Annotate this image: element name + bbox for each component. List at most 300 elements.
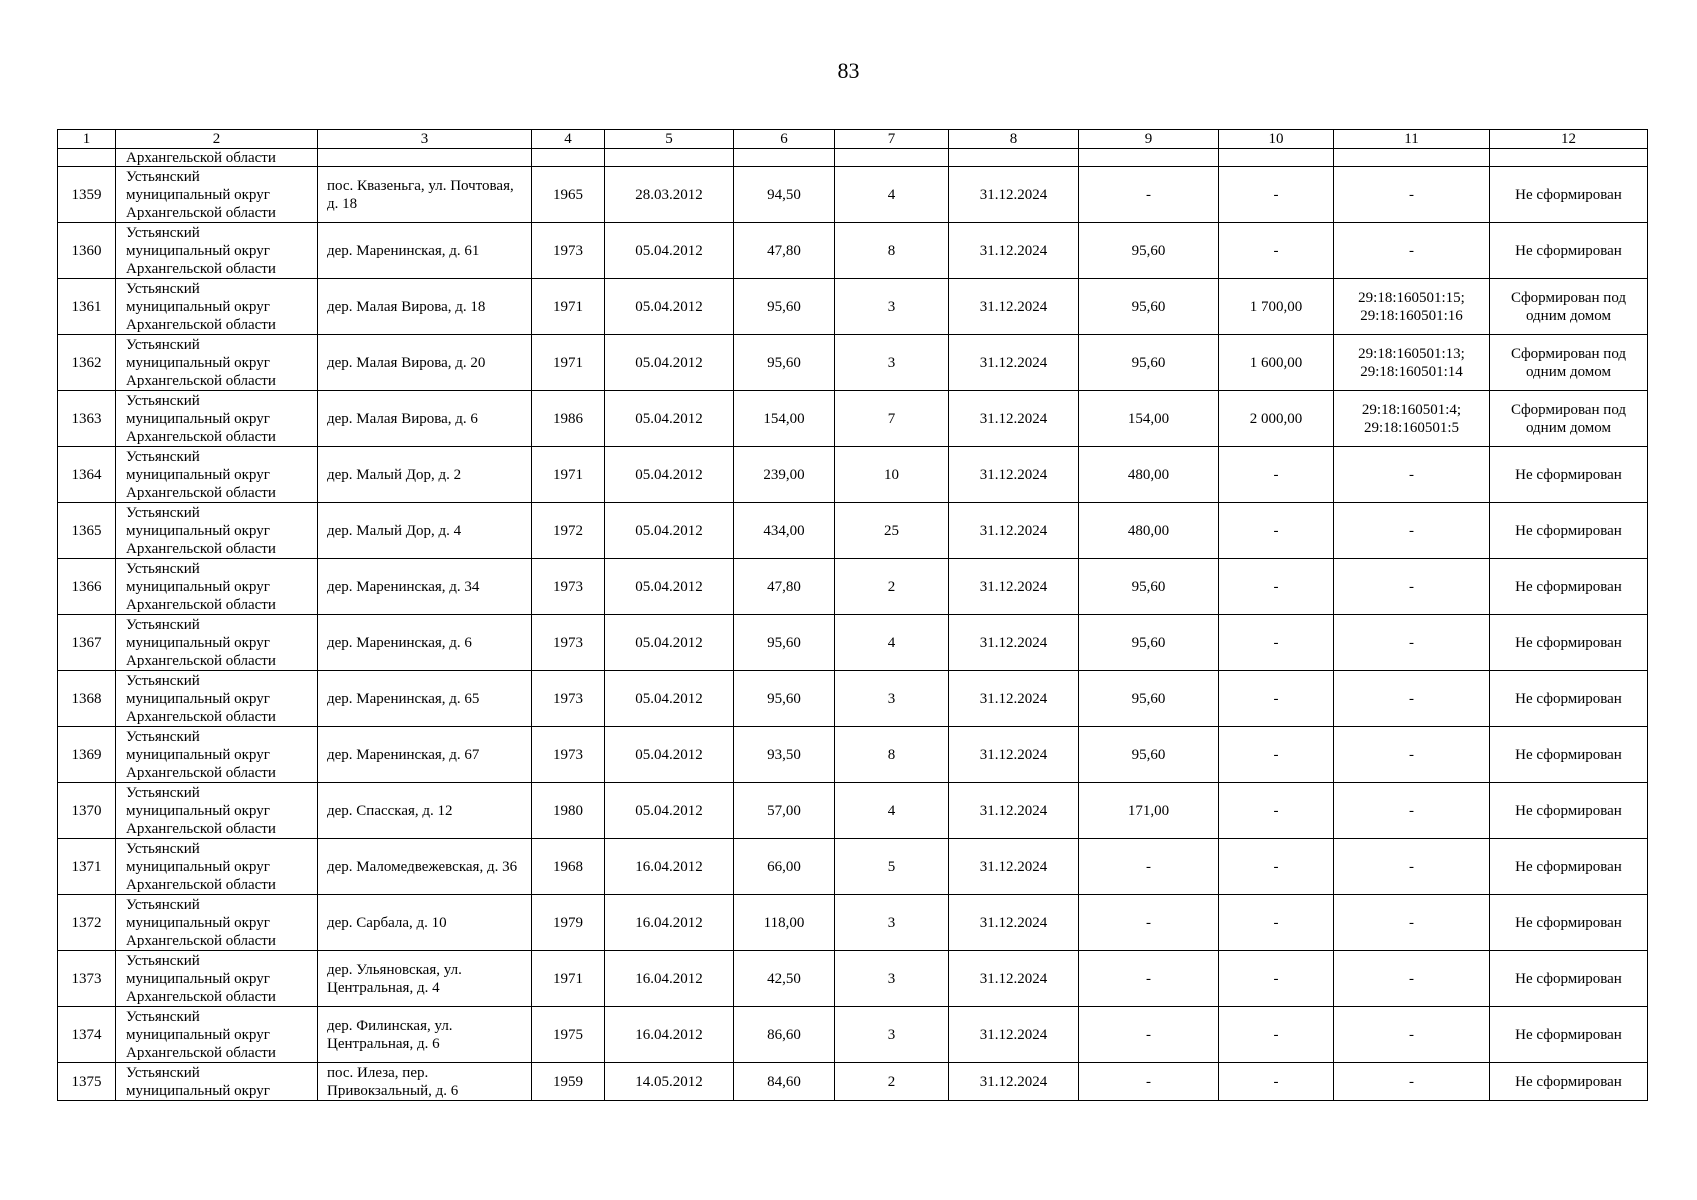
municipality-line: Устьянский xyxy=(126,728,200,745)
date-cell: 05.04.2012 xyxy=(605,727,734,783)
area-cell: 95,60 xyxy=(734,615,835,671)
col9-cell: 171,00 xyxy=(1079,783,1219,839)
table-row xyxy=(58,223,1648,279)
area-cell: 239,00 xyxy=(734,447,835,503)
table-row xyxy=(58,503,1648,559)
header-cell: 1 xyxy=(58,130,116,149)
col10-cell: 1 700,00 xyxy=(1219,279,1334,335)
municipality-line: Устьянский xyxy=(126,616,200,633)
municipality-cell xyxy=(116,167,318,223)
col10-cell: 2 000,00 xyxy=(1219,391,1334,447)
row-number-cell: 1363 xyxy=(58,391,116,447)
address-cell: дер. Спасская, д. 12 xyxy=(318,783,532,839)
table-cell xyxy=(1219,149,1334,167)
col10-cell: 1 600,00 xyxy=(1219,335,1334,391)
area-cell: 57,00 xyxy=(734,783,835,839)
deadline-cell: 31.12.2024 xyxy=(949,1063,1079,1101)
municipality-line: Устьянский xyxy=(126,392,200,409)
status-cell: Не сформирован xyxy=(1490,1007,1648,1063)
municipality-line: Архангельской области xyxy=(126,708,276,725)
table-cell xyxy=(532,149,605,167)
year-cell: 1971 xyxy=(532,447,605,503)
date-cell: 14.05.2012 xyxy=(605,1063,734,1101)
row-number-cell: 1369 xyxy=(58,727,116,783)
table-row xyxy=(58,447,1648,503)
area-cell: 47,80 xyxy=(734,223,835,279)
address-cell: дер. Малая Вирова, д. 20 xyxy=(318,335,532,391)
cadastral-cell: - xyxy=(1334,447,1490,503)
municipality-cell xyxy=(116,1063,318,1101)
municipality-line: муниципальный округ xyxy=(126,354,270,371)
date-cell: 16.04.2012 xyxy=(605,1007,734,1063)
municipality-cell xyxy=(116,615,318,671)
col9-cell: - xyxy=(1079,839,1219,895)
municipality-line: муниципальный округ xyxy=(126,970,270,987)
col10-cell: - xyxy=(1219,951,1334,1007)
residents-cell: 8 xyxy=(835,727,949,783)
municipality-line: Устьянский xyxy=(126,840,200,857)
municipality-cell xyxy=(116,839,318,895)
municipality-line: Архангельской области xyxy=(126,764,276,781)
date-cell: 05.04.2012 xyxy=(605,615,734,671)
header-cell: 5 xyxy=(605,130,734,149)
municipality-line: Архангельской области xyxy=(126,260,276,277)
municipality-line: муниципальный округ xyxy=(126,1026,270,1043)
cadastral-cell: - xyxy=(1334,167,1490,223)
address-cell: дер. Малая Вирова, д. 18 xyxy=(318,279,532,335)
residents-cell: 7 xyxy=(835,391,949,447)
municipality-cell xyxy=(116,391,318,447)
row-number-cell: 1368 xyxy=(58,671,116,727)
table-cell xyxy=(1079,149,1219,167)
municipality-line: муниципальный округ xyxy=(126,914,270,931)
municipality-line: муниципальный округ xyxy=(126,410,270,427)
table-row xyxy=(58,951,1648,1007)
status-cell: Не сформирован xyxy=(1490,671,1648,727)
header-cell: 2 xyxy=(116,130,318,149)
municipality-line: Архангельской области xyxy=(126,540,276,557)
col10-cell: - xyxy=(1219,895,1334,951)
residents-cell: 5 xyxy=(835,839,949,895)
year-cell: 1979 xyxy=(532,895,605,951)
address-cell: дер. Маломедвежевская, д. 36 xyxy=(318,839,532,895)
row-number-cell: 1375 xyxy=(58,1063,116,1101)
page-number: 83 xyxy=(837,58,860,83)
status-cell: Сформирован под одним домом xyxy=(1490,279,1648,335)
address-cell: дер. Маренинская, д. 67 xyxy=(318,727,532,783)
year-cell: 1973 xyxy=(532,615,605,671)
municipality-line: муниципальный округ xyxy=(126,634,270,651)
table-cell xyxy=(318,149,532,167)
address-cell: дер. Маренинская, д. 6 xyxy=(318,615,532,671)
row-number-cell: 1370 xyxy=(58,783,116,839)
cadastral-cell: - xyxy=(1334,895,1490,951)
year-cell: 1973 xyxy=(532,671,605,727)
municipality-cell xyxy=(116,279,318,335)
table-cell xyxy=(1334,149,1490,167)
table-cell xyxy=(1490,149,1648,167)
municipality-line: Устьянский xyxy=(126,560,200,577)
address-cell: пос. Квазеньга, ул. Почтовая, д. 18 xyxy=(318,167,532,223)
col10-cell: - xyxy=(1219,503,1334,559)
status-cell: Сформирован под одним домом xyxy=(1490,335,1648,391)
address-cell: дер. Маренинская, д. 61 xyxy=(318,223,532,279)
year-cell: 1973 xyxy=(532,559,605,615)
residents-cell: 3 xyxy=(835,279,949,335)
col9-cell: 95,60 xyxy=(1079,671,1219,727)
deadline-cell: 31.12.2024 xyxy=(949,167,1079,223)
cadastral-cell: - xyxy=(1334,223,1490,279)
year-cell: 1975 xyxy=(532,1007,605,1063)
cadastral-cell: - xyxy=(1334,951,1490,1007)
date-cell: 05.04.2012 xyxy=(605,671,734,727)
table-row xyxy=(58,839,1648,895)
residents-cell: 3 xyxy=(835,895,949,951)
table-cell xyxy=(734,149,835,167)
year-cell: 1986 xyxy=(532,391,605,447)
municipality-cell xyxy=(116,335,318,391)
year-cell: 1965 xyxy=(532,167,605,223)
table-body xyxy=(58,130,1648,1101)
deadline-cell: 31.12.2024 xyxy=(949,951,1079,1007)
table-row xyxy=(58,167,1648,223)
col9-cell: 95,60 xyxy=(1079,279,1219,335)
area-cell: 95,60 xyxy=(734,279,835,335)
municipality-line: Архангельской области xyxy=(126,484,276,501)
area-cell: 94,50 xyxy=(734,167,835,223)
municipality-cell xyxy=(116,223,318,279)
housing-register-table xyxy=(57,129,1648,1101)
header-cell: 10 xyxy=(1219,130,1334,149)
row-number-cell: 1366 xyxy=(58,559,116,615)
col10-cell: - xyxy=(1219,615,1334,671)
header-cell: 6 xyxy=(734,130,835,149)
cadastral-cell: - xyxy=(1334,503,1490,559)
area-cell: 154,00 xyxy=(734,391,835,447)
address-cell: пос. Илеза, пер. Привокзальный, д. 6 xyxy=(318,1063,532,1101)
col10-cell: - xyxy=(1219,223,1334,279)
col10-cell: - xyxy=(1219,1063,1334,1101)
col10-cell: - xyxy=(1219,783,1334,839)
residents-cell: 25 xyxy=(835,503,949,559)
table-row xyxy=(58,335,1648,391)
year-cell: 1980 xyxy=(532,783,605,839)
cadastral-cell: - xyxy=(1334,671,1490,727)
year-cell: 1968 xyxy=(532,839,605,895)
col9-cell: 480,00 xyxy=(1079,447,1219,503)
date-cell: 05.04.2012 xyxy=(605,223,734,279)
col10-cell: - xyxy=(1219,727,1334,783)
col10-cell: - xyxy=(1219,447,1334,503)
deadline-cell: 31.12.2024 xyxy=(949,559,1079,615)
header-cell: 9 xyxy=(1079,130,1219,149)
row-number-cell: 1367 xyxy=(58,615,116,671)
municipality-line: Архангельской области xyxy=(126,596,276,613)
status-cell: Не сформирован xyxy=(1490,727,1648,783)
header-cell: 8 xyxy=(949,130,1079,149)
municipality-line: Устьянский xyxy=(126,280,200,297)
municipality-line: Устьянский xyxy=(126,672,200,689)
row-number-cell: 1364 xyxy=(58,447,116,503)
cadastral-cell: - xyxy=(1334,615,1490,671)
status-cell: Не сформирован xyxy=(1490,447,1648,503)
date-cell: 05.04.2012 xyxy=(605,335,734,391)
municipality-line: Устьянский xyxy=(126,896,200,913)
header-cell: 7 xyxy=(835,130,949,149)
address-cell: дер. Малый Дор, д. 4 xyxy=(318,503,532,559)
municipality-line: Устьянский xyxy=(126,952,200,969)
municipality-line: Архангельской области xyxy=(126,652,276,669)
header-cell: 11 xyxy=(1334,130,1490,149)
table-cell xyxy=(58,149,116,167)
municipality-line: Архангельской области xyxy=(126,820,276,837)
municipality-cell: Архангельской области xyxy=(116,149,318,167)
col9-cell: 154,00 xyxy=(1079,391,1219,447)
col9-cell: 95,60 xyxy=(1079,615,1219,671)
year-cell: 1971 xyxy=(532,279,605,335)
area-cell: 84,60 xyxy=(734,1063,835,1101)
municipality-line: Устьянский xyxy=(126,1008,200,1025)
year-cell: 1973 xyxy=(532,223,605,279)
municipality-line: Устьянский xyxy=(126,448,200,465)
table-row xyxy=(58,279,1648,335)
deadline-cell: 31.12.2024 xyxy=(949,783,1079,839)
year-cell: 1973 xyxy=(532,727,605,783)
col9-cell: - xyxy=(1079,951,1219,1007)
date-cell: 05.04.2012 xyxy=(605,783,734,839)
status-cell: Не сформирован xyxy=(1490,223,1648,279)
date-cell: 16.04.2012 xyxy=(605,951,734,1007)
municipality-line: Архангельской области xyxy=(126,932,276,949)
col10-cell: - xyxy=(1219,839,1334,895)
header-row xyxy=(58,130,1648,149)
row-number-cell: 1361 xyxy=(58,279,116,335)
col9-cell: 95,60 xyxy=(1079,223,1219,279)
date-cell: 16.04.2012 xyxy=(605,839,734,895)
row-number-cell: 1360 xyxy=(58,223,116,279)
status-cell: Не сформирован xyxy=(1490,559,1648,615)
deadline-cell: 31.12.2024 xyxy=(949,727,1079,783)
municipality-line: Архангельской области xyxy=(126,204,276,221)
table-row xyxy=(58,671,1648,727)
residents-cell: 4 xyxy=(835,783,949,839)
date-cell: 05.04.2012 xyxy=(605,559,734,615)
col9-cell: - xyxy=(1079,895,1219,951)
deadline-cell: 31.12.2024 xyxy=(949,1007,1079,1063)
municipality-line: муниципальный округ xyxy=(126,466,270,483)
status-cell: Не сформирован xyxy=(1490,839,1648,895)
col10-cell: - xyxy=(1219,1007,1334,1063)
date-cell: 05.04.2012 xyxy=(605,503,734,559)
cadastral-cell: 29:18:160501:15; 29:18:160501:16 xyxy=(1334,279,1490,335)
date-cell: 05.04.2012 xyxy=(605,391,734,447)
deadline-cell: 31.12.2024 xyxy=(949,447,1079,503)
cadastral-cell: - xyxy=(1334,783,1490,839)
residents-cell: 4 xyxy=(835,167,949,223)
deadline-cell: 31.12.2024 xyxy=(949,335,1079,391)
status-cell: Не сформирован xyxy=(1490,615,1648,671)
municipality-line: муниципальный округ xyxy=(126,858,270,875)
area-cell: 95,60 xyxy=(734,335,835,391)
municipality-cell xyxy=(116,1007,318,1063)
cadastral-cell: - xyxy=(1334,727,1490,783)
municipality-line: Устьянский xyxy=(126,224,200,241)
address-cell: дер. Ульяновская, ул. Центральная, д. 4 xyxy=(318,951,532,1007)
table-row xyxy=(58,1007,1648,1063)
row-number-cell: 1362 xyxy=(58,335,116,391)
municipality-line: муниципальный округ xyxy=(126,186,270,203)
table-cell xyxy=(605,149,734,167)
row-number-cell: 1365 xyxy=(58,503,116,559)
col9-cell: 95,60 xyxy=(1079,335,1219,391)
status-cell: Не сформирован xyxy=(1490,167,1648,223)
header-cell: 12 xyxy=(1490,130,1648,149)
residents-cell: 2 xyxy=(835,1063,949,1101)
deadline-cell: 31.12.2024 xyxy=(949,615,1079,671)
cadastral-cell: - xyxy=(1334,1063,1490,1101)
municipality-line: Устьянский xyxy=(126,1064,200,1081)
residents-cell: 3 xyxy=(835,951,949,1007)
municipality-line: Устьянский xyxy=(126,336,200,353)
year-cell: 1971 xyxy=(532,335,605,391)
cadastral-cell: 29:18:160501:13; 29:18:160501:14 xyxy=(1334,335,1490,391)
municipality-line: муниципальный округ xyxy=(126,242,270,259)
municipality-line: Устьянский xyxy=(126,504,200,521)
deadline-cell: 31.12.2024 xyxy=(949,895,1079,951)
residents-cell: 10 xyxy=(835,447,949,503)
municipality-cell xyxy=(116,503,318,559)
address-cell: дер. Маренинская, д. 65 xyxy=(318,671,532,727)
address-cell: дер. Малый Дор, д. 2 xyxy=(318,447,532,503)
municipality-line: муниципальный округ xyxy=(126,298,270,315)
date-cell: 05.04.2012 xyxy=(605,447,734,503)
table-cell xyxy=(949,149,1079,167)
address-cell: дер. Малая Вирова, д. 6 xyxy=(318,391,532,447)
deadline-cell: 31.12.2024 xyxy=(949,391,1079,447)
municipality-line: муниципальный округ xyxy=(126,746,270,763)
col9-cell: 95,60 xyxy=(1079,559,1219,615)
area-cell: 86,60 xyxy=(734,1007,835,1063)
date-cell: 05.04.2012 xyxy=(605,279,734,335)
header-cell: 3 xyxy=(318,130,532,149)
municipality-line: муниципальный округ xyxy=(126,522,270,539)
date-cell: 28.03.2012 xyxy=(605,167,734,223)
residents-cell: 4 xyxy=(835,615,949,671)
row-number-cell: 1359 xyxy=(58,167,116,223)
cadastral-cell: - xyxy=(1334,559,1490,615)
area-cell: 95,60 xyxy=(734,671,835,727)
address-cell: дер. Сарбала, д. 10 xyxy=(318,895,532,951)
status-cell: Не сформирован xyxy=(1490,1063,1648,1101)
municipality-cell xyxy=(116,895,318,951)
status-cell: Сформирован под одним домом xyxy=(1490,391,1648,447)
municipality-line: муниципальный округ xyxy=(126,802,270,819)
area-cell: 93,50 xyxy=(734,727,835,783)
year-cell: 1959 xyxy=(532,1063,605,1101)
date-cell: 16.04.2012 xyxy=(605,895,734,951)
year-cell: 1972 xyxy=(532,503,605,559)
continuation-row xyxy=(58,149,1648,167)
row-number-cell: 1374 xyxy=(58,1007,116,1063)
deadline-cell: 31.12.2024 xyxy=(949,279,1079,335)
table-row xyxy=(58,559,1648,615)
municipality-line: муниципальный округ xyxy=(126,690,270,707)
municipality-line: Архангельской области xyxy=(126,988,276,1005)
table-cell xyxy=(835,149,949,167)
table-row xyxy=(58,727,1648,783)
deadline-cell: 31.12.2024 xyxy=(949,671,1079,727)
status-cell: Не сформирован xyxy=(1490,503,1648,559)
municipality-line: Архангельской области xyxy=(126,876,276,893)
area-cell: 42,50 xyxy=(734,951,835,1007)
status-cell: Не сформирован xyxy=(1490,783,1648,839)
col9-cell: 95,60 xyxy=(1079,727,1219,783)
municipality-cell xyxy=(116,951,318,1007)
cadastral-cell: 29:18:160501:4; 29:18:160501:5 xyxy=(1334,391,1490,447)
residents-cell: 3 xyxy=(835,1007,949,1063)
deadline-cell: 31.12.2024 xyxy=(949,839,1079,895)
municipality-line: Архангельской области xyxy=(126,316,276,333)
area-cell: 47,80 xyxy=(734,559,835,615)
year-cell: 1971 xyxy=(532,951,605,1007)
status-cell: Не сформирован xyxy=(1490,895,1648,951)
address-cell: дер. Филинская, ул. Центральная, д. 6 xyxy=(318,1007,532,1063)
municipality-line: Архангельской области xyxy=(126,372,276,389)
header-cell: 4 xyxy=(532,130,605,149)
municipality-line: Устьянский xyxy=(126,168,200,185)
area-cell: 66,00 xyxy=(734,839,835,895)
col9-cell: - xyxy=(1079,1063,1219,1101)
municipality-cell xyxy=(116,559,318,615)
area-cell: 118,00 xyxy=(734,895,835,951)
cadastral-cell: - xyxy=(1334,839,1490,895)
row-number-cell: 1373 xyxy=(58,951,116,1007)
table-row xyxy=(58,783,1648,839)
residents-cell: 2 xyxy=(835,559,949,615)
municipality-line: муниципальный округ xyxy=(126,578,270,595)
col10-cell: - xyxy=(1219,671,1334,727)
municipality-cell xyxy=(116,727,318,783)
row-number-cell: 1372 xyxy=(58,895,116,951)
area-cell: 434,00 xyxy=(734,503,835,559)
col9-cell: 480,00 xyxy=(1079,503,1219,559)
address-cell: дер. Маренинская, д. 34 xyxy=(318,559,532,615)
col10-cell: - xyxy=(1219,559,1334,615)
municipality-line: Устьянский xyxy=(126,784,200,801)
municipality-line: Архангельской области xyxy=(126,428,276,445)
row-number-cell: 1371 xyxy=(58,839,116,895)
col9-cell: - xyxy=(1079,167,1219,223)
deadline-cell: 31.12.2024 xyxy=(949,223,1079,279)
municipality-cell xyxy=(116,783,318,839)
cadastral-cell: - xyxy=(1334,1007,1490,1063)
residents-cell: 3 xyxy=(835,335,949,391)
deadline-cell: 31.12.2024 xyxy=(949,503,1079,559)
residents-cell: 3 xyxy=(835,671,949,727)
municipality-line: Архангельской области xyxy=(126,1044,276,1061)
status-cell: Не сформирован xyxy=(1490,951,1648,1007)
table-row xyxy=(58,895,1648,951)
residents-cell: 8 xyxy=(835,223,949,279)
table-row xyxy=(58,391,1648,447)
col10-cell: - xyxy=(1219,167,1334,223)
table-row xyxy=(58,615,1648,671)
municipality-cell xyxy=(116,447,318,503)
table-row xyxy=(58,1063,1648,1101)
col9-cell: - xyxy=(1079,1007,1219,1063)
municipality-line: муниципальный округ xyxy=(126,1082,270,1099)
municipality-cell xyxy=(116,671,318,727)
